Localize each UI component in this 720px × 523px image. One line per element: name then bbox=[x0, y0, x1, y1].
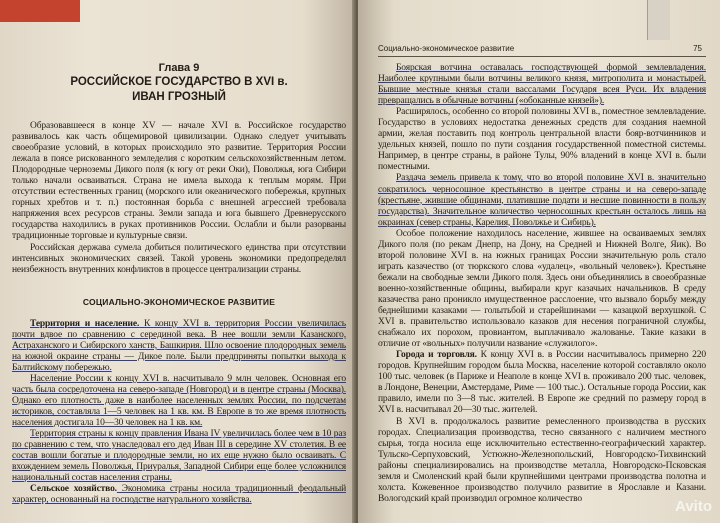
paragraph-crafts: В XVI в. продолжалось развитие ремесленного производства в русских городах. Специализация производства, тесно связанного с наличием местного сырья, тогда носила еще исключительно естественно-географический характер. Тульско-Серпуховский, Устюжно-Железнопольский, Новгородско-Тихвинский районы специализировались на производстве металла, Новгородско-Псковская земля и Смоленский край были крупнейшими центрами производства полотна и холста. Кожевенное производство получило развитие в Ярославле и Казани. Вологодский край производил огромное количество bbox=[378, 416, 706, 504]
cities-heading: Города и торговля. bbox=[396, 350, 477, 361]
paragraph-votchina: Боярская вотчина оставалась господствующей формой землевладения. Наиболее крупными были вотчины великого князя, митрополита и монастырей. Бывшие местные князья стали вассалами Государя всея Руси. Их владения превращались в обычные вотчины («обоканные князей»). bbox=[378, 63, 706, 107]
right-page bbox=[358, 0, 720, 523]
right-column bbox=[378, 0, 706, 523]
running-head-title: Социально-экономическое развитие bbox=[378, 44, 515, 53]
cities-text: К концу XVI в. в России насчитывалось примерно 220 городов. Крупнейшим городом была Москва, население которой составляло около 100 тыс. человек (в Париже и Неаполе в конце XVI в. проживало 200 тыс. человек, в Лондоне, Венеции, Амстердаме, Риме — 100 тыс.). Остальные города России, как правило, имели по 3—8 тыс. жителей. В Европе же средний по размеру город в XVI в. насчитывал 20—30 тыс. жителей. bbox=[378, 350, 706, 416]
paragraph-land-distribution: Раздача земель привела к тому, что во второй половине XVI в. значительно сократилось черносошное крестьянство в центре страны и на северо-западе (крестьяне, жившие общинами, платившие подати и несшие повинности в пользу государства). Значительное количество черносошных крестьян осталось лишь на окраинах (север страны, Карелия, Поволжье и Сибирь). bbox=[378, 173, 706, 228]
chapter-title-line-2: ИВАН ГРОЗНЫЙ bbox=[132, 91, 226, 103]
paragraph-population: Население России к концу XVI в. насчитывало 9 млн человек. Основная его часть была сосредоточена на северо-западе (Новгород) и в центре страны (Москва). Однако его плотность даже в наиболее населенных землях России, по подсчетам историков, составляла 1—5 человек на 1 кв. км. В Европе в то же время плотность населения достигала 10—30 человек на 1 кв. км. bbox=[12, 373, 346, 429]
page-number: 75 bbox=[693, 44, 702, 53]
left-column bbox=[12, 0, 346, 523]
section-title: СОЦИАЛЬНО-ЭКОНОМИЧЕСКОЕ РАЗВИТИЕ bbox=[82, 296, 276, 307]
agriculture-heading: Сельское хозяйство. bbox=[30, 484, 117, 495]
chapter-number: Глава 9 bbox=[158, 62, 200, 74]
intro-paragraph: Образовавшееся в конце XV — начале XVI в. Российское государство развивалось как часть общемировой цивилизации. Однако следует учитывать своеобразие условий, в которых происходило это развитие. Территория России лежала в поясе рискованного земледелия с коротким сельскохозяйственным летом. Плодородные черноземы Дикого поля (к югу от реки Оки), Поволжья, юга Сибири только начали осваиваться. Страна не имела выхода к теплым морям. При отсутствии естественных границ (морского или океанического побережья, крупных горных хребтов и т. п.) постоянная борьба с внешней агрессией требовала напряжения всех ресурсов страны. Земли запада и юга бывшего Древнерусского государства находились в руках противников России. Ослабли и были разорваны традиционные торговые и культурные связи. bbox=[12, 121, 346, 242]
paragraph-cossacks: Особое положение находилось население, жившее на осваиваемых землях Дикого поля (по рекам Днепр, на Дону, на Средней и Нижней Волге, Яик). Во второй половине XVI в. на южных границах России значительную роль стало играть казачество (от тюркского слова «удалец», «вольный человек»). Крестьяне бежали на свободные земли Дикого поля. Здесь они объединялись в своеобразные военно-хозяйственные общины, выбирали круг казачьих начальников. В среду казачества рано проникло имущественное расслоение, что вызвало борьбу между беднейшими казаками — голытьбой и старейшинами — казацкой верхушкой. С XVI в. правительство использовало казаков для несения пограничной службы, снабжало их порохом, провиантом, выплачивало жалованье. Такие казаки в отличие от «вольных» получили название «служилого». bbox=[378, 228, 706, 350]
territory-text: К концу XVI в. территория России увеличилась почти вдвое по сравнению с серединой века. В нее вошли земли Казанского, Астраханского и Сибирского ханств, Башкирия. Шло освоение плодородных земель на южной окраине страны — Дикое поле. Были предприняты попытки выхода к Балтийскому побережью. bbox=[12, 318, 346, 373]
agriculture-text: Экономика страны носила традиционный феодальный характер, основанный на господстве натурального хозяйства. bbox=[12, 484, 346, 506]
running-head bbox=[378, 0, 706, 57]
watermark-logo: Avito bbox=[675, 498, 712, 515]
territory-heading: Территория и население. bbox=[30, 318, 140, 329]
paragraph-cities bbox=[378, 350, 706, 416]
left-page bbox=[0, 0, 356, 523]
paragraph-pomestie: Расширялось, особенно со второй половины XVI в., поместное землевладение. Государство в условиях недостатка денежных средств для создания наемной армии, желая поставить под контроль центральной власти бояр-вотчинников и удельных князей, пошло по пути создания государственной поместной системы. Например, в центре страны, в районе Тулы, 90% владений в конце XVI в. были поместными. bbox=[378, 107, 706, 173]
paragraph-territory-ivan: Территория страны к концу правления Ивана IV увеличилась более чем в 10 раз по сравнению с тем, что унаследовал его дед Иван III в середине XV столетия. В ее состав вошли богатые и плодородные земли, но их еще нужно было осваивать. С вхождением земель Поволжья, Приуралья, Западной Сибири еще более усложнился национальный состав населения страны. bbox=[12, 429, 346, 484]
paragraph-territory bbox=[12, 319, 346, 374]
paragraph-unity: Российская держава сумела добиться политического единства при отсутствии интенсивных экономических связей. Такой уровень экономики предопределял неизбежность внутренних конфликтов в процессе централизации страны. bbox=[12, 242, 346, 275]
chapter-title-line-1: РОССИЙСКОЕ ГОСУДАРСТВО В XVI в. bbox=[70, 76, 288, 88]
paragraph-agriculture bbox=[12, 484, 346, 506]
